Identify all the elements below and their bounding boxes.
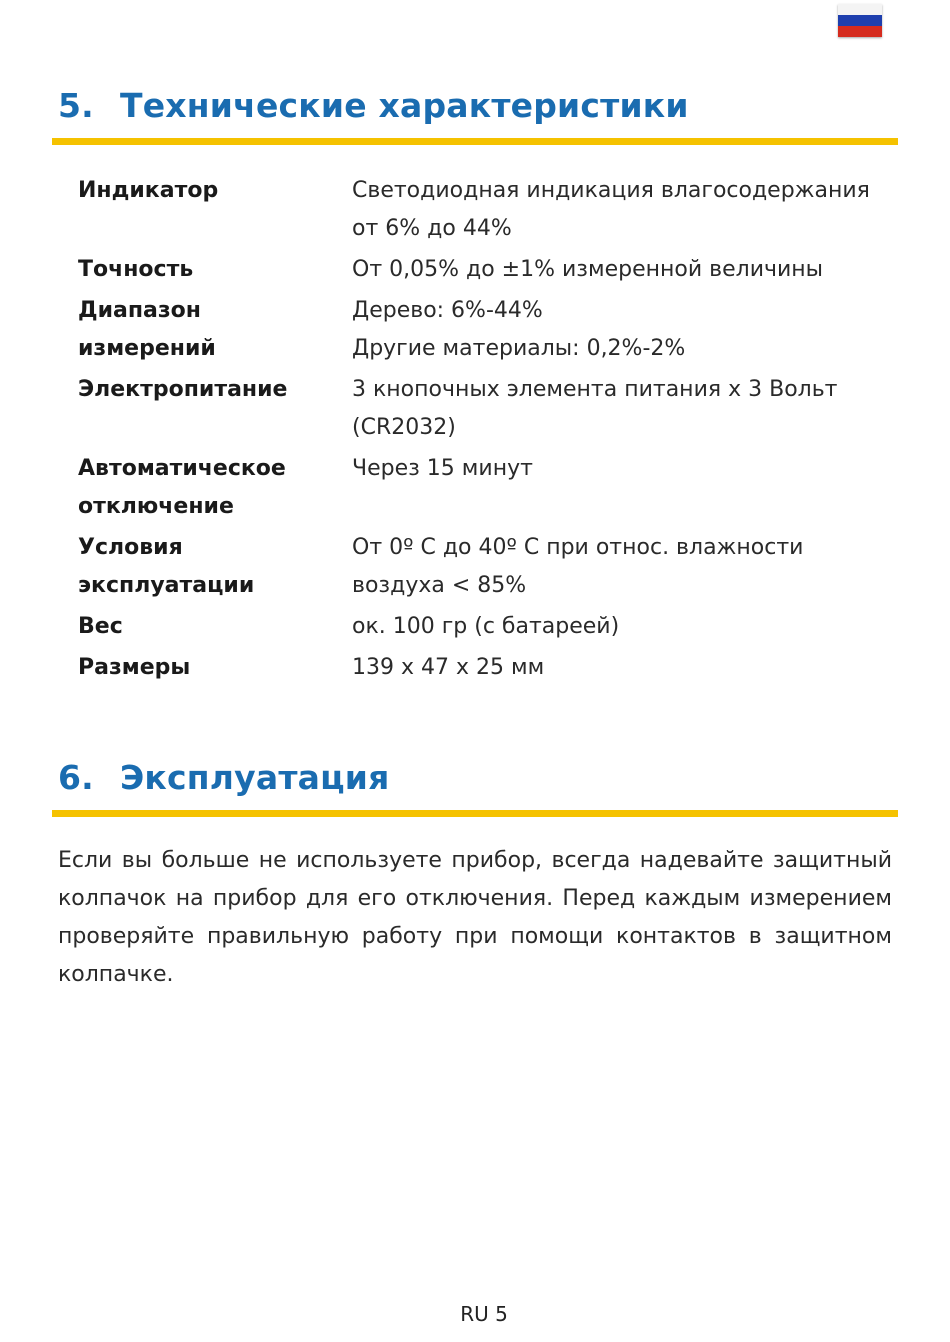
spec-value (352, 526, 898, 605)
section-6-heading (58, 758, 898, 797)
spec-row-weight (78, 605, 898, 646)
spec-label (78, 289, 352, 368)
section-5-number: 5. (58, 86, 94, 125)
spec-label-line: отключение (78, 494, 234, 519)
section-5-title: Технические характеристики (120, 86, 689, 125)
spec-value (352, 646, 898, 687)
spec-value-line: Дерево: 6%-44% (352, 298, 543, 323)
spec-value-line: Другие материалы: 0,2%-2% (352, 336, 686, 361)
spec-value-line: от 6% до 44% (352, 216, 512, 241)
spec-row-dimensions (78, 646, 898, 687)
spec-label (78, 248, 352, 289)
spec-value-line: Светодиодная индикация влагосодержания (352, 178, 870, 203)
spec-label-line: Условия (78, 535, 183, 560)
section-6-number: 6. (58, 758, 94, 797)
spec-label (78, 447, 352, 526)
spec-label-line: Вес (78, 614, 123, 639)
spec-label (78, 368, 352, 447)
spec-label-line: Автоматическое (78, 456, 286, 481)
spec-value-line: От 0,05% до ±1% измеренной величины (352, 257, 824, 282)
spec-label-line: эксплуатации (78, 573, 255, 598)
spec-value-line: 3 кнопочных элемента питания х 3 Вольт (352, 377, 838, 402)
spec-row-conditions (78, 526, 898, 605)
spec-value-line: ок. 100 гр (с батареей) (352, 614, 620, 639)
spec-row-accuracy (78, 248, 898, 289)
spec-value (352, 289, 898, 368)
section-6-rule (52, 810, 898, 817)
spec-value (352, 248, 898, 289)
spec-value (352, 605, 898, 646)
spec-value (352, 447, 898, 526)
page-number: RU 5 (460, 1302, 508, 1326)
spec-value-line: Через 15 минут (352, 456, 533, 481)
spec-label-line: Индикатор (78, 178, 219, 203)
spec-value-line: (CR2032) (352, 415, 456, 440)
spec-row-auto-off (78, 447, 898, 526)
spec-label-line: Точность (78, 257, 194, 282)
operation-paragraph: Если вы больше не используете прибор, всегда надевайте защитный колпачок на прибор для его отключения. Перед каждым измерением проверяйте правильную работу при помощи контактов в защитном колпачке. (58, 848, 892, 987)
spec-label (78, 172, 352, 248)
spec-label-line: Диапазон (78, 298, 201, 323)
spec-value-line: От 0º C до 40º C при относ. влажности (352, 535, 804, 560)
section-5-heading (58, 86, 898, 125)
spec-table (78, 172, 898, 687)
spec-value (352, 368, 898, 447)
spec-label-line: Размеры (78, 655, 191, 680)
spec-label (78, 605, 352, 646)
spec-value-line: 139 х 47 х 25 мм (352, 655, 545, 680)
russian-flag-icon (838, 4, 882, 37)
spec-value-line: воздуха < 85% (352, 573, 527, 598)
spec-label-line: Электропитание (78, 377, 288, 402)
section-5-rule (52, 138, 898, 145)
spec-row-power (78, 368, 898, 447)
spec-label (78, 526, 352, 605)
spec-value (352, 172, 898, 248)
spec-label (78, 646, 352, 687)
section-6-title: Эксплуатация (120, 758, 390, 797)
spec-row-indicator (78, 172, 898, 248)
spec-row-range (78, 289, 898, 368)
spec-label-line: измерений (78, 336, 216, 361)
